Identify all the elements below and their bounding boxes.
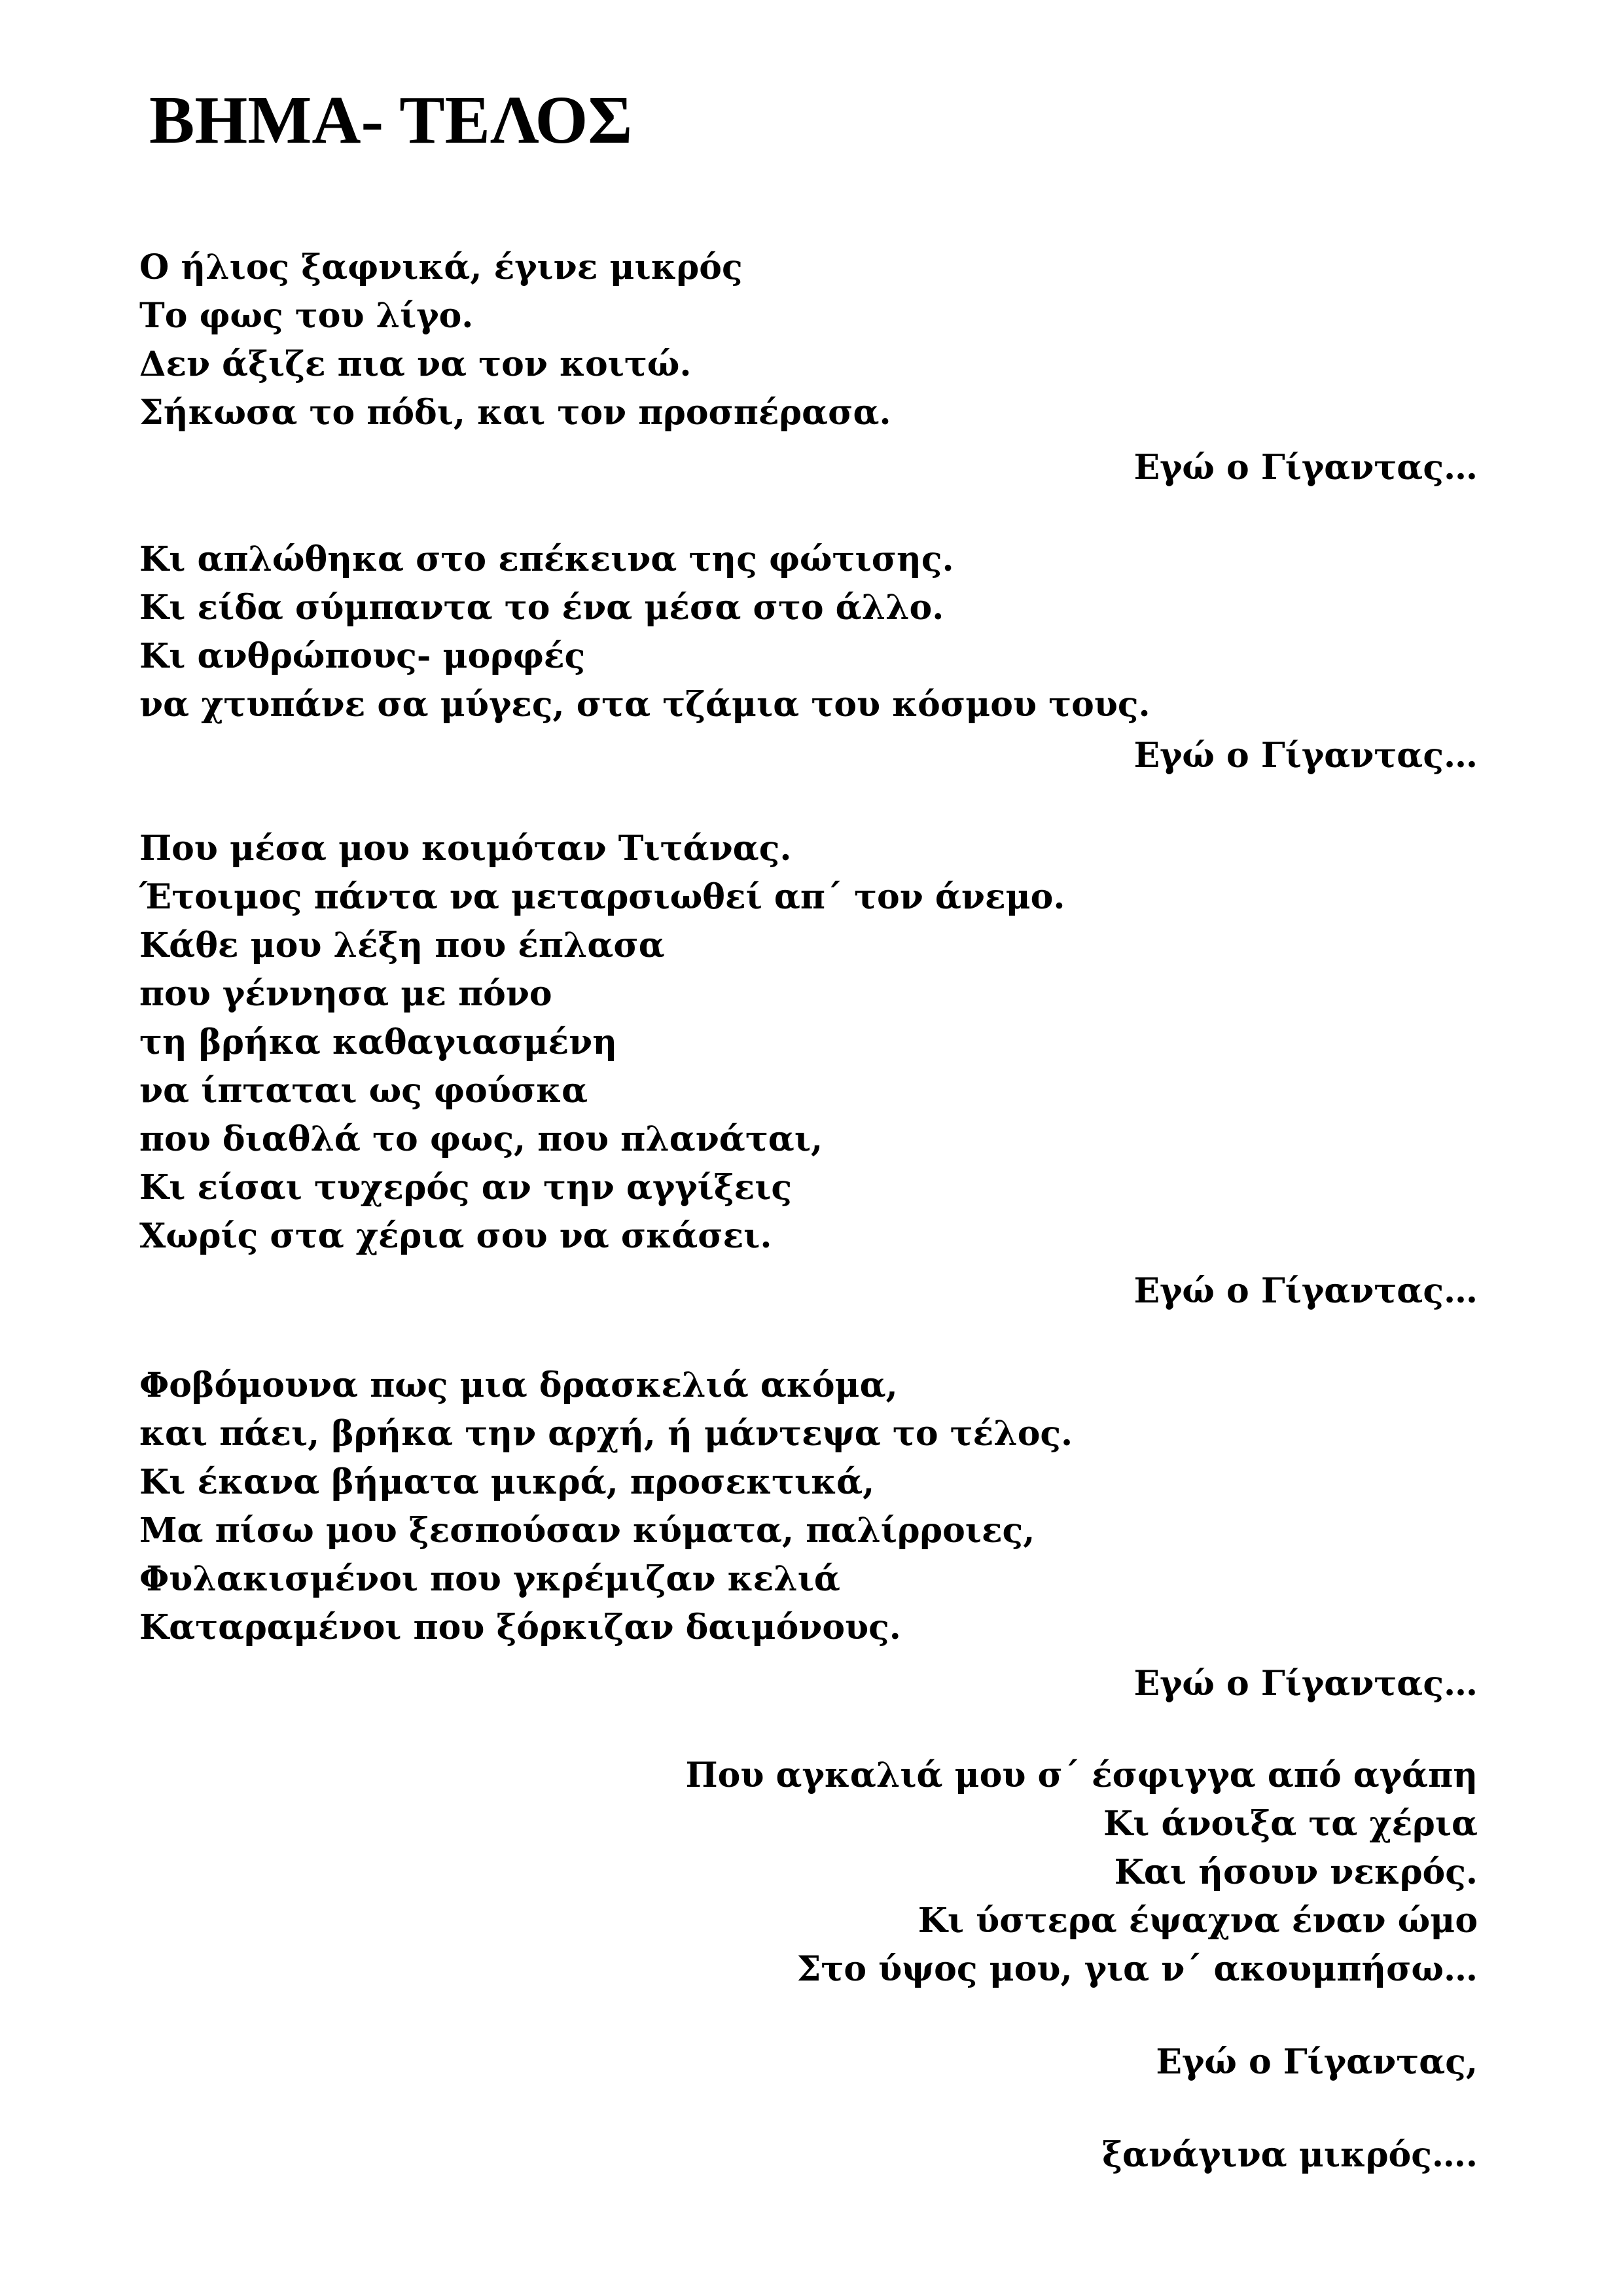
refrain-line: Εγώ ο Γίγαντας… — [1133, 1664, 1478, 1704]
poem-line: Που αγκαλιά μου σ΄ έσφιγγα από αγάπη — [685, 1755, 1478, 1795]
poem-line: που γέννησα με πόνο — [139, 974, 552, 1014]
poem-line: Κι ανθρώπους- μορφές — [139, 636, 586, 676]
poem-line: Έτοιμος πάντα να μεταρσιωθεί απ΄ τον άνεμο. — [139, 877, 1065, 917]
poem-line: Σήκωσα το πόδι, και τον προσπέρασα. — [139, 393, 891, 433]
poem-line: Φοβόμουνα πως μια δρασκελιά ακόμα, — [139, 1365, 898, 1405]
poem-line: Μα πίσω μου ξεσπούσαν κύματα, παλίρροιες, — [139, 1511, 1035, 1551]
poem-line: Κάθε μου λέξη που έπλασα — [139, 925, 665, 965]
poem-line: που διαθλά το φως, που πλανάται, — [139, 1119, 823, 1159]
poem-line: Ο ήλιος ξαφνικά, έγινε μικρός — [139, 247, 743, 287]
poem-line: Καταραμένοι που ξόρκιζαν δαιμόνους. — [139, 1607, 901, 1647]
poem-line: Κι άνοιξα τα χέρια — [1103, 1804, 1478, 1844]
poem-line: τη βρήκα καθαγιασμένη — [139, 1022, 618, 1062]
poem-line: Κι ύστερα έψαχνα έναν ώμο — [918, 1901, 1478, 1941]
poem-line: Που μέσα μου κοιμόταν Τιτάνας. — [139, 829, 792, 869]
poem-line: Κι έκανα βήματα μικρά, προσεκτικά, — [139, 1462, 875, 1502]
poem-line: Κι απλώθηκα στο επέκεινα της φώτισης. — [139, 539, 954, 579]
poem-line: Και ήσουν νεκρός. — [1114, 1852, 1478, 1892]
closing-line: ξανάγινα μικρός…. — [1102, 2135, 1478, 2175]
poem-line: Κι είσαι τυχερός αν την αγγίξεις — [139, 1168, 793, 1208]
poem-line: Φυλακισμένοι που γκρέμιζαν κελιά — [139, 1559, 840, 1599]
poem-line: Χωρίς στα χέρια σου να σκάσει. — [139, 1216, 772, 1256]
refrain-line: Εγώ ο Γίγαντας… — [1133, 736, 1478, 776]
poem-line: Δεν άξιζε πια να τον κοιτώ. — [139, 344, 692, 384]
poem-title: ΒΗΜΑ- ΤΕΛΟΣ — [149, 82, 633, 158]
refrain-line: Εγώ ο Γίγαντας… — [1133, 448, 1478, 488]
poem-line: και πάει, βρήκα την αρχή, ή μάντεψα το τέλος. — [139, 1414, 1073, 1454]
poem-line: να ίπταται ως φούσκα — [139, 1071, 588, 1111]
poem-line: Στο ύψος μου, για ν΄ ακουμπήσω… — [796, 1949, 1478, 1989]
poem-line: Το φως του λίγο. — [139, 296, 474, 336]
poem-line: Κι είδα σύμπαντα το ένα μέσα στο άλλο. — [139, 588, 944, 628]
poem-line: να χτυπάνε σα μύγες, στα τζάμια του κόσμου τους. — [139, 685, 1150, 725]
closing-line: Εγώ ο Γίγαντας, — [1156, 2042, 1478, 2082]
refrain-line: Εγώ ο Γίγαντας… — [1133, 1271, 1478, 1311]
